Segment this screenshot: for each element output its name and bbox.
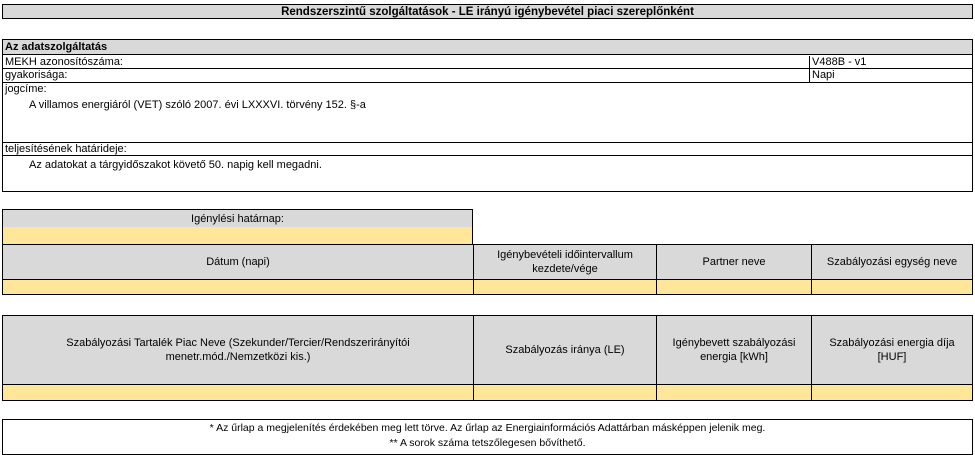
table2-header-market: Szabályozási Tartalék Piac Neve (Szekunder/Tercier/Rendszerirányítói menetr.mód./Nemzetközi kis.): [3, 316, 474, 384]
deadline-label: teljesítésének határideje:: [3, 142, 972, 156]
notes-box: [2, 419, 973, 455]
table1-header-interval: Igénybevételi időintervallum kezdete/vége: [474, 245, 657, 279]
mekh-id-value: V488B - v1: [810, 56, 972, 69]
note-line-2: ** A sorok száma tetszőlegesen bővíthető.: [389, 437, 586, 449]
table2-header-fee: Szabályozási energia díja [HUF]: [829, 337, 955, 363]
request-deadline-label: Igénylési határnap:: [2, 209, 473, 228]
table1-cell-partner[interactable]: [657, 280, 812, 294]
table1-cell-interval[interactable]: [474, 280, 657, 294]
legal-basis-label: jogcíme:: [5, 83, 47, 95]
table1-header-unit: Szabályozási egység neve: [826, 256, 958, 268]
table1-header-date: Dátum (napi): [3, 245, 474, 279]
table2-cell-energy[interactable]: [657, 385, 812, 400]
table2-header-energy: Igénybevett szabályozási energia [kWh]: [657, 316, 812, 384]
deadline-text: Az adatokat a tárgyidőszakot követő 50. napig kell megadni.: [29, 159, 322, 171]
table2-cell-market[interactable]: [3, 385, 474, 400]
table2-row: [2, 384, 973, 401]
table1-header-partner: Partner neve: [657, 245, 812, 279]
table1-cell-unit[interactable]: [812, 280, 972, 294]
frequency-label: gyakorisága:: [3, 69, 810, 83]
mekh-id-label: MEKH azonosítószáma:: [3, 56, 810, 69]
page-title: Rendszerszintű szolgáltatások - LE irányú igénybevétel piaci szereplőnként: [2, 4, 973, 19]
table1-row: [2, 279, 973, 295]
table1-cell-date[interactable]: [3, 280, 474, 294]
table2-cell-fee[interactable]: [812, 385, 972, 400]
request-deadline-input[interactable]: [2, 227, 473, 244]
table2-header: [2, 315, 973, 385]
table2-header-direction: Szabályozás iránya (LE): [474, 316, 657, 384]
table1-header: [2, 244, 973, 280]
info-heading: Az adatszolgáltatás: [3, 40, 972, 55]
frequency-value: Napi: [810, 69, 972, 83]
info-section: [2, 39, 973, 192]
note-line-1: * Az űrlap a megjelenítés érdekében meg lett törve. Az űrlap az Energiainformációs Adattárban másképpen jelenik meg.: [209, 422, 766, 434]
table2-cell-direction[interactable]: [474, 385, 657, 400]
legal-basis-text: A villamos energiáról (VET) szóló 2007. évi LXXXVI. törvény 152. §-a: [29, 99, 366, 111]
